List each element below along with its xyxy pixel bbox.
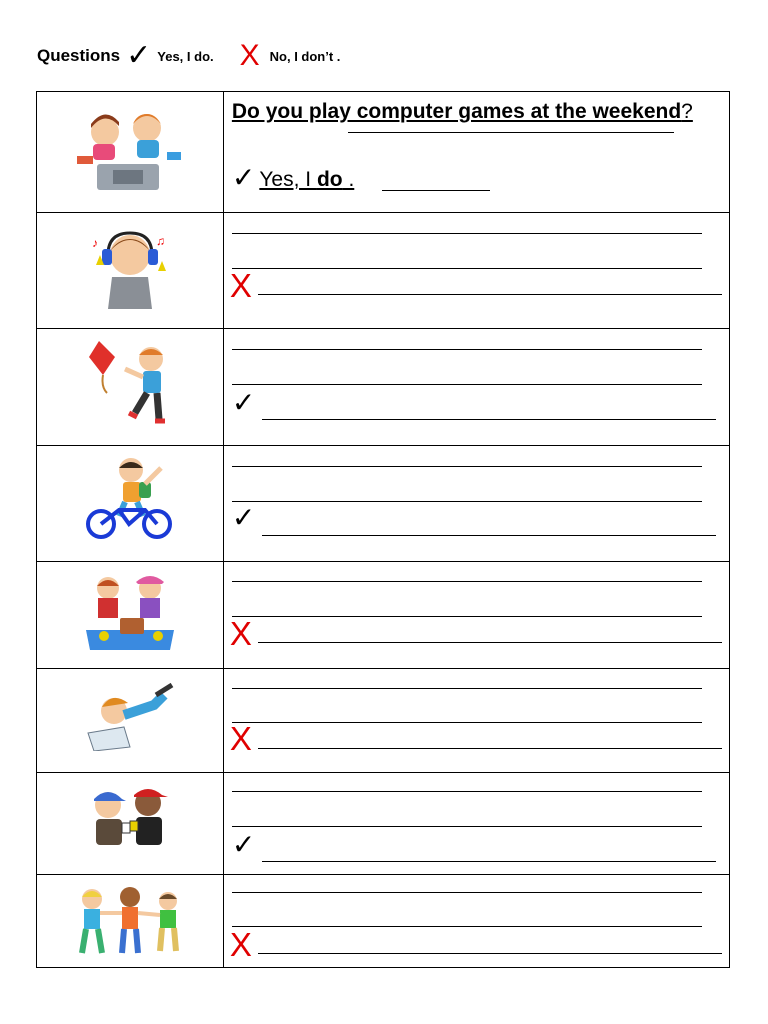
- answer-text: [259, 168, 354, 192]
- example-answer: [231, 161, 355, 194]
- answer-line[interactable]: [258, 953, 722, 954]
- tick-icon: ✓: [126, 38, 152, 73]
- table-row: [37, 562, 730, 669]
- no-label: No, I don’t .: [269, 48, 341, 64]
- answer-line[interactable]: [262, 535, 716, 536]
- picture-cell: [37, 92, 224, 213]
- answer-line[interactable]: [232, 384, 702, 385]
- yes-label: Yes, I do.: [157, 48, 214, 64]
- answer-line[interactable]: [258, 642, 722, 643]
- answer-line[interactable]: [232, 892, 702, 893]
- answer-line[interactable]: [232, 233, 702, 234]
- answer-line[interactable]: [232, 826, 702, 827]
- picture-cell: [37, 669, 224, 773]
- example-question-text: Do you play computer games at the weekend: [231, 100, 682, 123]
- answer-line[interactable]: [348, 132, 674, 133]
- questions-label: Questions: [37, 46, 121, 65]
- boy-listening-to-music-icon: [90, 225, 170, 311]
- tick-icon: ✓: [231, 501, 256, 534]
- tick-icon: ✓: [231, 386, 256, 419]
- answer-cell: [223, 92, 729, 213]
- answer-line[interactable]: [232, 722, 702, 723]
- answer-line[interactable]: [232, 501, 702, 502]
- picture-cell: [37, 562, 224, 669]
- picture-cell: [37, 329, 224, 446]
- answer-line[interactable]: [262, 419, 716, 420]
- answer-cell: [223, 562, 729, 669]
- table-row: [37, 669, 730, 773]
- table-row: [37, 446, 730, 562]
- picture-cell: [37, 446, 224, 562]
- cross-icon: X: [229, 926, 252, 963]
- answer-cell: [223, 669, 729, 773]
- tick-icon: ✓: [231, 161, 256, 194]
- answer-cell: [223, 446, 729, 562]
- answer-line[interactable]: [258, 294, 722, 295]
- picture-cell: [37, 875, 224, 968]
- answer-line[interactable]: [232, 688, 702, 689]
- answer-cell: [223, 329, 729, 446]
- answer-bold: do: [316, 168, 343, 191]
- cross-icon: X: [239, 39, 260, 72]
- answer-line[interactable]: [232, 581, 702, 582]
- answer-pre: Yes, I: [259, 168, 317, 191]
- answer-line[interactable]: [382, 190, 490, 191]
- answer-line[interactable]: [232, 268, 702, 269]
- answer-line[interactable]: [258, 748, 722, 749]
- picture-cell: [37, 213, 224, 329]
- children-dancing-icon: [70, 887, 190, 957]
- boy-riding-bike-icon: [85, 454, 175, 540]
- answer-line[interactable]: [232, 926, 702, 927]
- answer-post: .: [342, 168, 355, 191]
- children-playing-computer-games-icon: [75, 104, 185, 194]
- answer-line[interactable]: [232, 791, 702, 792]
- table-row: [37, 773, 730, 875]
- table-row: [37, 875, 730, 968]
- question-mark: ?: [681, 100, 693, 123]
- table-row: [37, 92, 730, 213]
- cross-icon: X: [229, 267, 252, 304]
- answer-cell: [223, 773, 729, 875]
- boys-playing-cards-icon: [82, 783, 178, 855]
- example-question: [232, 98, 702, 125]
- svg-text:♫: ♫: [155, 234, 165, 248]
- cross-icon: X: [229, 615, 252, 652]
- boy-reading-comic-icon: [82, 681, 178, 751]
- table-row: [37, 329, 730, 446]
- svg-text:♪: ♪: [91, 236, 98, 250]
- answer-cell: [223, 213, 729, 329]
- legend: [37, 36, 340, 76]
- tick-icon: ✓: [231, 828, 256, 861]
- answer-line[interactable]: [262, 861, 716, 862]
- answer-line[interactable]: [232, 349, 702, 350]
- picture-cell: [37, 773, 224, 875]
- table-row: [37, 213, 730, 329]
- answer-cell: [223, 875, 729, 968]
- answer-line[interactable]: [232, 466, 702, 467]
- answer-line[interactable]: [232, 616, 702, 617]
- boy-flying-kite-icon: [85, 337, 175, 427]
- worksheet-table: [36, 91, 730, 968]
- children-picnic-icon: [82, 570, 178, 650]
- cross-icon: X: [229, 720, 252, 757]
